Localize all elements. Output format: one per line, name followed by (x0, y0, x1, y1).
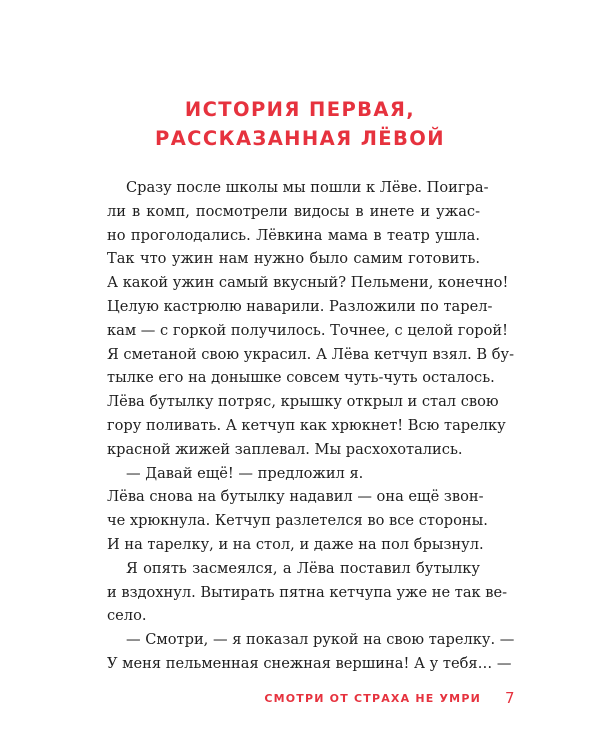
text-line: Сразу после школы мы пошли к Лёве. Поигра- (126, 179, 489, 196)
text-line: Лёва бутылку потряс, крышку открыл и стал свою (107, 393, 499, 411)
running-title: СМОТРИ ОТ СТРАХА НЕ УМРИ (264, 692, 481, 705)
text-line: тылке его на донышке совсем чуть-чуть осталось. (107, 369, 495, 387)
text-line: — Давай ещё! — предложил я. (126, 464, 364, 482)
text-line: кам — с горкой получилось. Точнее, с целой горой! (107, 321, 508, 339)
text-line: но проголодались. Лёвкина мама в театр ушла. (107, 226, 480, 244)
text-line: А какой ужин самый вкусный? Пельмени, конечно! (107, 274, 509, 292)
text-line: Лёва снова на бутылку надавил — она ещё звон- (107, 488, 484, 506)
text-line: — Смотри, — я показал рукой на свою тарелку. — (126, 631, 515, 649)
page-footer (0, 689, 600, 710)
text-line: красной жижей заплевал. Мы расхохотались. (107, 440, 463, 458)
text-line: Я сметаной свою украсил. А Лёва кетчуп взял. В бу- (107, 345, 515, 363)
text-line: Целую кастрюлю наварили. Разложили по тарел- (107, 297, 493, 315)
text-line: У меня пельменная снежная вершина! А у тебя… — (107, 654, 512, 672)
story-body (107, 176, 515, 676)
text-line: гору поливать. А кетчуп как хрюкнет! Всю тарелку (107, 416, 506, 434)
chapter-title-line: РАССКАЗАННАЯ ЛЁВОЙ (155, 127, 445, 150)
chapter-title-line: ИСТОРИЯ ПЕРВАЯ, (184, 98, 416, 121)
text-line: и вздохнул. Вытирать пятна кетчупа уже не так ве- (107, 583, 508, 601)
text-line: Так что ужин нам нужно было самим готовить. (107, 250, 480, 268)
text-line: Я опять засмеялся, а Лёва поставил бутылку (126, 559, 480, 577)
text-line: И на тарелку, и на стол, и даже на пол брызнул. (107, 535, 484, 553)
text-line: ли в комп, посмотрели видосы в инете и ужас- (107, 202, 480, 220)
text-line: село. (107, 607, 147, 625)
chapter-title (0, 95, 600, 153)
text-line: че хрюкнула. Кетчуп разлетелся во все стороны. (107, 512, 488, 530)
page-number: 7 (505, 689, 515, 707)
